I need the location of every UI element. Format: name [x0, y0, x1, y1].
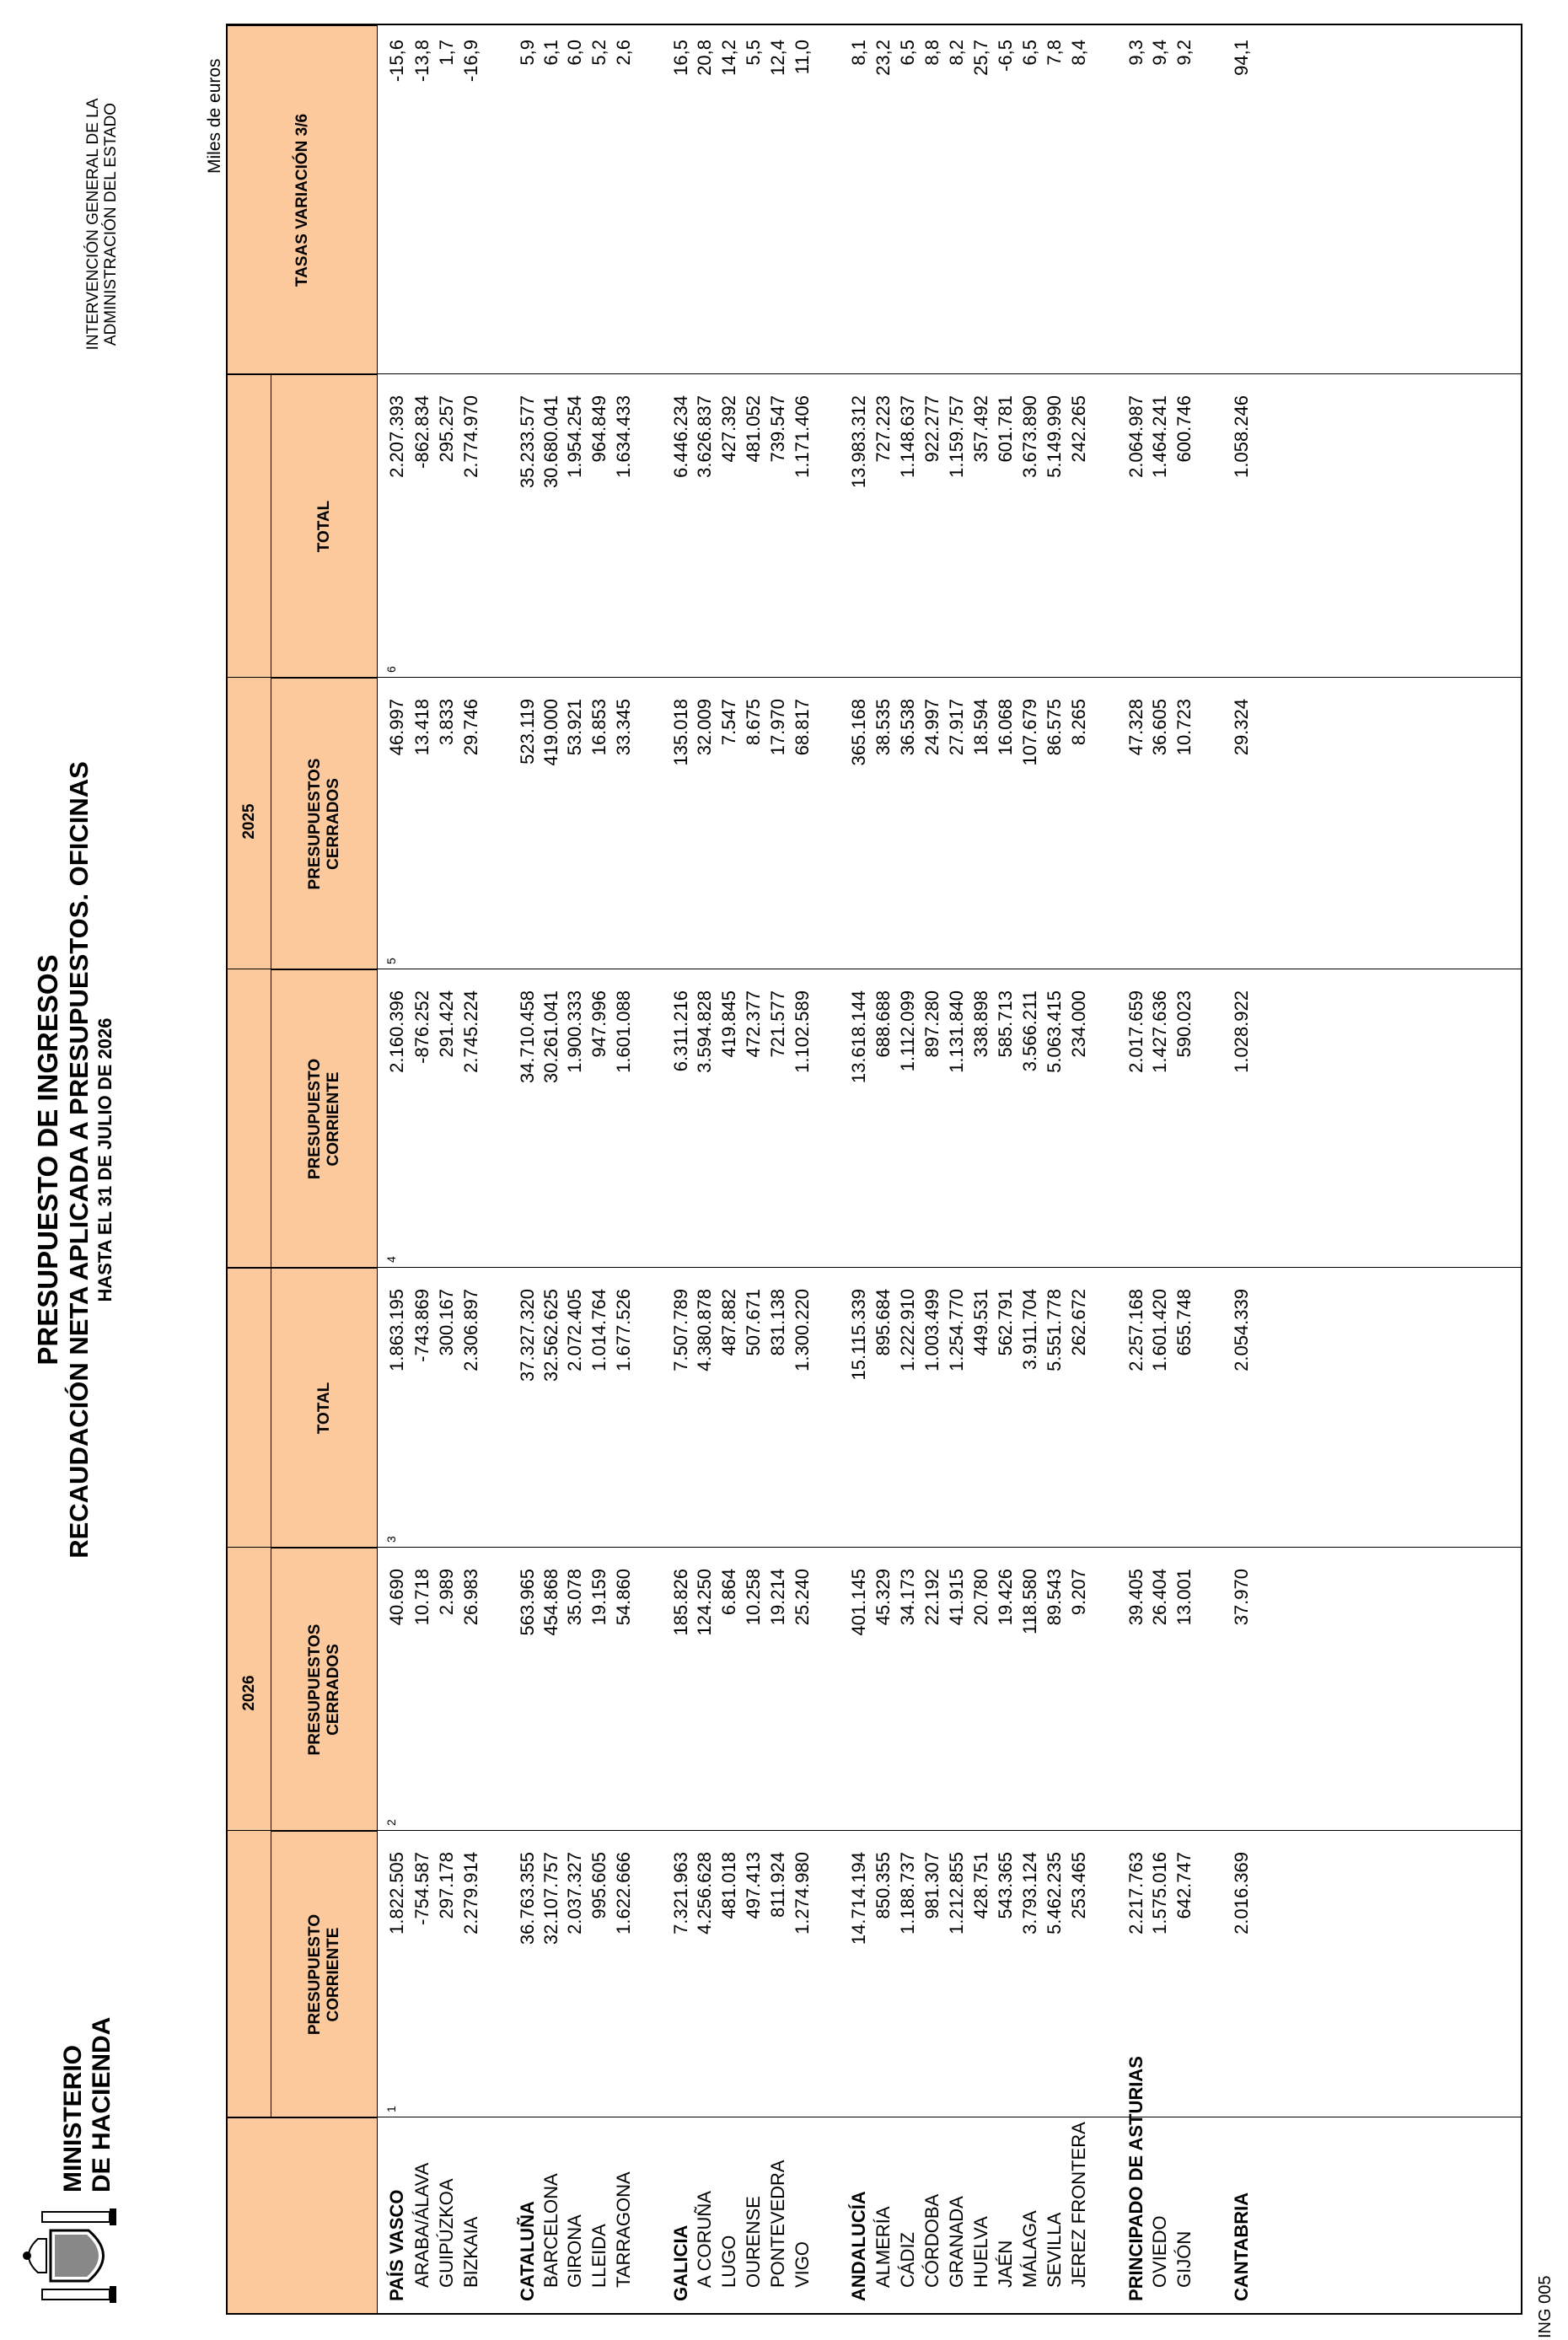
table-cell: 24.997: [921, 699, 942, 756]
document-code: ING 005: [1536, 2275, 1555, 2338]
table-cell: 585.713: [995, 990, 1016, 1058]
table-cell: 29.324: [1231, 699, 1252, 756]
table-cell: 338.898: [970, 990, 991, 1058]
table-cell: 32.562.625: [540, 1289, 561, 1382]
table-cell: 27.917: [946, 699, 967, 756]
table-cell: 9,3: [1125, 40, 1146, 66]
ministry-line1: MINISTERIO: [59, 2044, 87, 2192]
row-label: ALMERÍA: [873, 2206, 894, 2288]
table-cell: 2.017.659: [1125, 990, 1146, 1073]
table-cell: -743.869: [411, 1289, 432, 1362]
table-cell: 8,1: [848, 40, 869, 66]
table-cell: 1,7: [436, 40, 457, 66]
table-cell: 32.107.757: [540, 1852, 561, 1946]
table-cell: 1.212.855: [946, 1852, 967, 1935]
table-cell: 2.037.327: [564, 1852, 585, 1935]
page-title: PRESUPUESTO DE INGRESOS: [32, 954, 63, 1366]
table-cell: 831.138: [767, 1289, 788, 1356]
row-label: A CORUÑA: [694, 2191, 715, 2288]
table-cell: 721.577: [767, 990, 788, 1058]
table-cell: 18.594: [970, 699, 991, 756]
table-cell: 811.924: [767, 1852, 788, 1918]
year-2025-header: 2025: [228, 374, 271, 1268]
row-label: LUGO: [718, 2235, 739, 2288]
table-cell: 107.679: [1019, 699, 1040, 766]
table-cell: 543.365: [995, 1852, 1016, 1919]
table-cell: 401.145: [848, 1569, 869, 1636]
row-label: CÓRDOBA: [921, 2193, 942, 2288]
table-cell: 1.222.910: [897, 1289, 918, 1371]
table-cell: 38.535: [873, 699, 894, 756]
row-label: GRANADA: [946, 2196, 967, 2288]
table-cell: 487.882: [718, 1289, 739, 1356]
table-cell: 7,8: [1044, 40, 1065, 66]
table-cell: 16.853: [588, 699, 609, 756]
table-cell: 6,5: [897, 40, 918, 66]
table-cell: 39.405: [1125, 1569, 1146, 1626]
table-cell: 185.826: [670, 1569, 691, 1636]
table-row: [995, 25, 1015, 2313]
table-cell: 7.547: [718, 699, 739, 746]
table-cell: 16.068: [995, 699, 1016, 756]
table-cell: 2.774.970: [460, 395, 481, 478]
table-cell: 19.426: [995, 1569, 1016, 1626]
page-subtitle: RECAUDACIÓN NETA APLICADA A PRESUPUESTOS. OFICINAS: [64, 761, 94, 1559]
table-row: [767, 25, 787, 2313]
table-cell: 562.791: [995, 1289, 1016, 1356]
table-cell: 3.911.704: [1019, 1289, 1040, 1371]
table-cell: 5,2: [588, 40, 609, 66]
table-cell: 601.781: [995, 395, 1016, 463]
table-cell: 600.746: [1173, 395, 1195, 463]
table-cell: -876.252: [411, 990, 432, 1064]
table-cell: 262.672: [1068, 1289, 1089, 1356]
table-cell: 12,4: [767, 40, 788, 76]
table-cell: 291.424: [436, 990, 457, 1058]
table-row: [517, 25, 537, 2313]
table-cell: 5.462.235: [1044, 1852, 1065, 1935]
table-cell: 3.626.837: [694, 395, 715, 478]
table-row: [386, 25, 406, 2313]
table-cell: 253.465: [1068, 1852, 1089, 1919]
table-cell: 11,0: [792, 40, 813, 75]
table-row: [970, 25, 991, 2313]
table-cell: 26.983: [460, 1569, 481, 1626]
table-cell: 5.149.990: [1044, 395, 1065, 478]
table-cell: 297.178: [436, 1852, 457, 1919]
table-cell: 449.531: [970, 1289, 991, 1356]
table-cell: 19.214: [767, 1569, 788, 1626]
table-cell: 6.864: [718, 1569, 739, 1616]
column-number: 3: [384, 1536, 398, 1543]
table-cell: 1.822.505: [386, 1852, 407, 1935]
table-row: [1019, 25, 1039, 2313]
table-row: [436, 25, 456, 2313]
table-row: [792, 25, 812, 2313]
table-cell: 14.714.194: [848, 1852, 869, 1946]
table-row: [921, 25, 942, 2313]
table-cell: 472.377: [743, 990, 764, 1058]
table-cell: 1.003.499: [921, 1289, 942, 1371]
table-cell: 365.168: [848, 699, 869, 766]
org-line1: INTERVENCIÓN GENERAL DE LA: [84, 98, 102, 351]
table-cell: 481.018: [718, 1852, 739, 1919]
table-cell: 47.328: [1125, 699, 1146, 756]
table-cell: 727.223: [873, 395, 894, 463]
table-cell: -862.834: [411, 395, 432, 469]
col-header-total-2025: TOTAL: [271, 374, 378, 678]
table-cell: 53.921: [564, 699, 585, 756]
table-cell: 1.274.980: [792, 1852, 813, 1935]
table-cell: 15.115.339: [848, 1289, 869, 1381]
table-cell: 8,2: [946, 40, 967, 66]
column-number: 4: [384, 1256, 398, 1263]
table-row: [613, 25, 633, 2313]
row-label: PONTEVEDRA: [767, 2160, 788, 2288]
table-cell: 19.159: [588, 1569, 609, 1626]
table-cell: 2.016.369: [1231, 1852, 1252, 1935]
table-cell: 6.311.216: [670, 990, 691, 1072]
table-cell: 68.817: [792, 699, 813, 756]
table-cell: 10.723: [1173, 699, 1195, 756]
table-cell: 8.675: [743, 699, 764, 746]
table-cell: 1.102.589: [792, 990, 813, 1073]
table-cell: 523.119: [517, 699, 538, 765]
table-cell: 2.257.168: [1125, 1289, 1146, 1371]
table-row: [670, 25, 690, 2313]
table-cell: 6.446.234: [670, 395, 691, 478]
table-cell: 36.538: [897, 699, 918, 756]
table-cell: 497.413: [743, 1852, 764, 1919]
table-cell: 25.240: [792, 1569, 813, 1626]
table-row: [848, 25, 868, 2313]
table-cell: 2,6: [613, 40, 634, 66]
table-cell: 23,2: [873, 40, 894, 76]
table-cell: 1.464.241: [1149, 395, 1170, 478]
table-row: [540, 25, 561, 2313]
table-cell: 10.258: [743, 1569, 764, 1626]
table-cell: 2.745.224: [460, 990, 481, 1073]
col-header-corriente-2025: PRESUPUESTO CORRIENTE: [271, 969, 378, 1268]
table-cell: 1.112.099: [897, 990, 918, 1072]
table-cell: 35.233.577: [517, 395, 538, 489]
table-cell: 20,8: [694, 40, 715, 76]
table-row: [564, 25, 584, 2313]
table-cell: 1.171.406: [792, 395, 813, 478]
table-cell: 655.748: [1173, 1289, 1195, 1356]
table-cell: 2.054.339: [1231, 1289, 1252, 1371]
table-cell: 54.860: [613, 1569, 634, 1626]
table-cell: 33.345: [613, 699, 634, 756]
table-cell: 32.009: [694, 699, 715, 756]
report-titles: [32, 738, 116, 1581]
table-row: [743, 25, 763, 2313]
table-cell: 89.543: [1044, 1569, 1065, 1626]
table-cell: 124.250: [694, 1569, 715, 1636]
table-cell: 428.751: [970, 1852, 991, 1919]
row-label: GIJÓN: [1173, 2230, 1195, 2288]
row-label: OVIEDO: [1149, 2215, 1170, 2288]
table-cell: 234.000: [1068, 990, 1089, 1058]
column-number: 2: [384, 1819, 398, 1826]
table-cell: 25,7: [970, 40, 991, 76]
table-cell: -6,5: [995, 40, 1016, 72]
table-cell: 1.300.220: [792, 1289, 813, 1371]
table-cell: 419.000: [540, 699, 561, 766]
table-cell: 14,2: [718, 40, 739, 76]
table-cell: 1.601.088: [613, 990, 634, 1073]
table-cell: 36.763.355: [517, 1852, 538, 1946]
row-label: GALICIA: [670, 2225, 691, 2301]
table-cell: 1.677.526: [613, 1289, 634, 1371]
coat-of-arms-icon: [17, 2205, 126, 2306]
table-cell: 481.052: [743, 395, 764, 463]
table-cell: 10.718: [411, 1569, 432, 1626]
table-cell: 2.072.405: [564, 1289, 585, 1371]
table-cell: 13.618.144: [848, 990, 869, 1084]
table-cell: 9.207: [1068, 1569, 1089, 1616]
table-cell: 30.261.041: [540, 990, 561, 1084]
row-label: MÁLAGA: [1019, 2210, 1040, 2288]
table-cell: 1.188.737: [897, 1852, 918, 1935]
table-cell: 1.014.764: [588, 1289, 609, 1371]
table-cell: 563.965: [517, 1569, 538, 1636]
table-cell: 1.622.666: [613, 1852, 634, 1935]
table-cell: -16,9: [460, 40, 481, 83]
table-cell: 45.329: [873, 1569, 894, 1626]
row-label: JEREZ FRONTERA: [1068, 2122, 1089, 2288]
table-cell: 135.018: [670, 699, 691, 766]
table-row: [588, 25, 609, 2313]
table-row: [1125, 25, 1146, 2313]
table-cell: 5.551.778: [1044, 1289, 1065, 1371]
col-header-total-2026: TOTAL: [271, 1268, 378, 1548]
table-cell: 947.996: [588, 990, 609, 1058]
column-number: 1: [384, 2106, 398, 2112]
table-cell: 295.257: [436, 395, 457, 463]
table-cell: 8.265: [1068, 699, 1089, 746]
table-cell: -13,8: [411, 40, 432, 83]
table-cell: 1.900.333: [564, 990, 585, 1073]
table-row: [1149, 25, 1169, 2313]
table-cell: 850.355: [873, 1852, 894, 1919]
row-label: BIZKAIA: [460, 2216, 481, 2288]
table-cell: 86.575: [1044, 699, 1065, 756]
table-row: [694, 25, 714, 2313]
table-cell: 29.746: [460, 699, 481, 756]
revenue-table: [226, 24, 1522, 2315]
table-cell: 427.392: [718, 395, 739, 463]
table-cell: 6,1: [540, 40, 561, 66]
table-cell: 1.863.195: [386, 1289, 407, 1371]
table-cell: 34.173: [897, 1569, 918, 1626]
table-cell: 895.684: [873, 1289, 894, 1356]
table-cell: 5,5: [743, 40, 764, 66]
table-cell: 5.063.415: [1044, 990, 1065, 1073]
table-cell: 1.131.840: [946, 990, 967, 1073]
row-label: HUELVA: [970, 2216, 991, 2288]
table-row: [1173, 25, 1194, 2313]
table-cell: 13.001: [1173, 1569, 1195, 1626]
row-label: CANTABRIA: [1231, 2192, 1252, 2301]
table-cell: 13.418: [411, 699, 432, 756]
table-cell: 300.167: [436, 1289, 457, 1356]
table-row: [873, 25, 893, 2313]
table-cell: 22.192: [921, 1569, 942, 1626]
table-cell: 9,2: [1173, 40, 1195, 66]
column-number: 5: [384, 958, 398, 964]
table-cell: 37.970: [1231, 1569, 1252, 1626]
table-cell: 1.954.254: [564, 395, 585, 478]
table-cell: 9,4: [1149, 40, 1170, 66]
table-cell: 7.507.789: [670, 1289, 691, 1371]
table-cell: 922.277: [921, 395, 942, 463]
column-number: 6: [384, 666, 398, 673]
table-cell: 454.868: [540, 1569, 561, 1636]
table-cell: 995.605: [588, 1852, 609, 1919]
table-cell: 7.321.963: [670, 1852, 691, 1935]
table-cell: 8,8: [921, 40, 942, 66]
table-cell: 1.148.637: [897, 395, 918, 478]
table-cell: 2.306.897: [460, 1289, 481, 1371]
table-row: [897, 25, 917, 2313]
table-cell: 1.601.420: [1149, 1289, 1170, 1371]
row-label: SEVILLA: [1044, 2212, 1065, 2288]
table-cell: 2.160.396: [386, 990, 407, 1073]
row-label: CÁDIZ: [897, 2232, 918, 2288]
col-header-cerrados-2026: PRESUPUESTOS CERRADOS: [271, 1548, 378, 1831]
table-cell: 242.265: [1068, 395, 1089, 463]
row-label: GUIPÚZKOA: [436, 2178, 457, 2288]
table-cell: 118.580: [1019, 1569, 1040, 1634]
table-cell: 46.997: [386, 699, 407, 756]
table-row: [1044, 25, 1064, 2313]
table-cell: 1.575.016: [1149, 1852, 1170, 1935]
table-cell: 3.833: [436, 699, 457, 746]
table-row: [718, 25, 738, 2313]
row-label: VIGO: [792, 2241, 813, 2288]
row-label: LLEIDA: [588, 2224, 609, 2288]
table-cell: 26.404: [1149, 1569, 1170, 1626]
table-cell: 13.983.312: [848, 395, 869, 489]
table-cell: 35.078: [564, 1569, 585, 1626]
table-cell: 16,5: [670, 40, 691, 76]
table-cell: 897.280: [921, 990, 942, 1058]
table-cell: 3.793.124: [1019, 1852, 1040, 1935]
col-header-cerrados-2025: PRESUPUESTOS CERRADOS: [271, 678, 378, 969]
table-cell: 36.605: [1149, 699, 1170, 756]
table-cell: 688.688: [873, 990, 894, 1058]
row-label: ANDALUCÍA: [848, 2191, 869, 2301]
table-cell: 739.547: [767, 395, 788, 463]
table-row: [1231, 25, 1251, 2313]
table-cell: 4.256.628: [694, 1852, 715, 1935]
row-label: PAÍS VASCO: [386, 2189, 407, 2301]
table-cell: 1.058.246: [1231, 395, 1252, 478]
row-label: BARCELONA: [540, 2173, 561, 2288]
ministry-name: [59, 2017, 116, 2192]
table-cell: 5,9: [517, 40, 538, 66]
table-cell: 34.710.458: [517, 990, 538, 1084]
table-cell: 507.671: [743, 1289, 764, 1356]
table-cell: -15,6: [386, 40, 407, 83]
table-cell: 1.028.922: [1231, 990, 1252, 1073]
org-line2: ADMINISTRACIÓN DEL ESTADO: [102, 102, 120, 346]
table-cell: 17.970: [767, 699, 788, 756]
table-row: [1068, 25, 1088, 2313]
table-cell: 3.673.890: [1019, 395, 1040, 478]
table-cell: 1.159.757: [946, 395, 967, 478]
table-cell: 1.634.433: [613, 395, 634, 478]
table-cell: -754.587: [411, 1852, 432, 1925]
table-cell: 40.690: [386, 1569, 407, 1626]
table-cell: 30.680.041: [540, 395, 561, 489]
table-cell: 981.307: [921, 1852, 942, 1919]
table-cell: 642.747: [1173, 1852, 1195, 1919]
table-cell: 2.279.914: [460, 1852, 481, 1935]
table-cell: 2.207.393: [386, 395, 407, 478]
year-2026-header: 2026: [228, 1268, 271, 2117]
table-cell: 419.845: [718, 990, 739, 1058]
table-cell: 3.566.211: [1019, 990, 1040, 1072]
row-label: OURENSE: [743, 2196, 764, 2288]
table-cell: 6,5: [1019, 40, 1040, 66]
table-cell: 6,0: [564, 40, 585, 66]
col-header-corriente-2026: PRESUPUESTO CORRIENTE: [271, 1831, 378, 2117]
table-cell: 3.594.828: [694, 990, 715, 1073]
row-label: TARRAGONA: [613, 2171, 634, 2288]
table-cell: 1.254.770: [946, 1289, 967, 1371]
table-cell: 20.780: [970, 1569, 991, 1626]
table-row: [460, 25, 481, 2313]
table-cell: 357.492: [970, 395, 991, 463]
table-cell: 964.849: [588, 395, 609, 463]
table-cell: 1.427.636: [1149, 990, 1170, 1073]
table-cell: 37.327.320: [517, 1289, 538, 1382]
table-cell: 4.380.878: [694, 1289, 715, 1371]
row-label: JAÉN: [995, 2240, 1016, 2288]
table-cell: 2.989: [436, 1569, 457, 1616]
table-cell: 8,4: [1068, 40, 1089, 66]
table-cell: 590.023: [1173, 990, 1195, 1058]
units-label: Miles de euros: [205, 58, 224, 174]
organization-name: [84, 56, 120, 393]
table-cell: 2.217.763: [1125, 1852, 1146, 1935]
ministry-line2: DE HACIENDA: [88, 2016, 115, 2192]
row-label: GIRONA: [564, 2214, 585, 2288]
col-header-tasas: TASAS VARIACIÓN 3/6: [228, 25, 378, 374]
table-cell: 41.915: [946, 1569, 967, 1626]
table-cell: 2.064.987: [1125, 395, 1146, 478]
report-date: HASTA EL 31 DE JULIO DE 2026: [94, 1017, 115, 1302]
table-row: [946, 25, 966, 2313]
table-row: [411, 25, 432, 2313]
header-corner: [228, 2117, 378, 2313]
row-label: ARABA/ÁLAVA: [411, 2162, 432, 2288]
row-label: CATALUÑA: [517, 2201, 538, 2301]
table-cell: 94,1: [1231, 40, 1252, 76]
row-label: PRINCIPADO DE ASTURIAS: [1125, 2056, 1146, 2301]
